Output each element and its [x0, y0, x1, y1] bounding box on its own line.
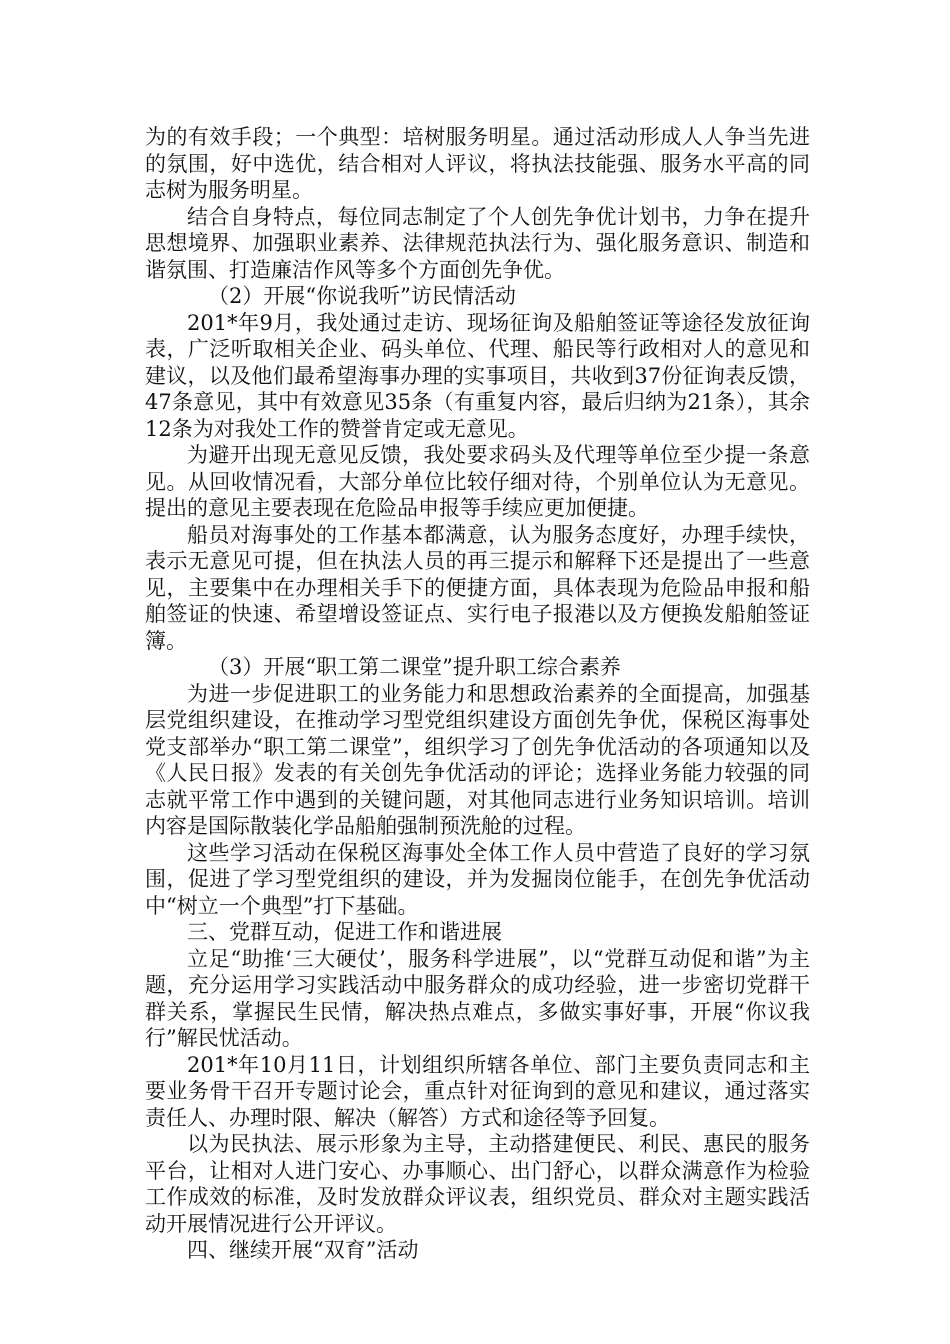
document-body: [145, 124, 810, 1264]
subheading-2: （2）开展“你说我听”访民情活动: [208, 284, 516, 308]
paragraph: 结合自身特点，每位同志制定了个人创先争优计划书，力争在提升思想境界、加强职业素养、法律规范执法行为、强化服务意识、制造和谐氛围、打造廉洁作风等多个方面创先争优。: [145, 204, 810, 282]
paragraph: 为进一步促进职工的业务能力和思想政治素养的全面提高，加强基层党组织建设，在推动学习型党组织建设方面创先争优，保税区海事处党支部举办“职工第二课堂”，组织学习了创先争优活动的各项通知以及《人民日报》发表的有关创先争优活动的评论；选择业务能力较强的同志就平常工作中遇到的关键问题，对其他同志进行业务知识培训。培训内容是国际散装化学品船舶强制预洗舱的过程。: [145, 681, 810, 838]
subheading-3: （3）开展“职工第二课堂”提升职工综合素养: [208, 655, 621, 679]
section-heading-4: 四、继续开展“双育”活动: [187, 1238, 419, 1262]
paragraph: 这些学习活动在保税区海事处全体工作人员中营造了良好的学习氛围，促进了学习型党组织的建设，并为发掘岗位能手，在创先争优活动中“树立一个典型”打下基础。: [145, 840, 810, 918]
section-heading-3: 三、党群互动，促进工作和谐进展: [187, 920, 502, 944]
paragraph: 以为民执法、展示形象为主导，主动搭建便民、利民、惠民的服务平台，让相对人进门安心、办事顺心、出门舒心，以群众满意作为检验工作成效的标准，及时发放群众评议表，组织党员、群众对主题实践活动开展情况进行公开评议。: [145, 1132, 810, 1236]
paragraph: 船员对海事处的工作基本都满意，认为服务态度好，办理手续快，表示无意见可提，但在执法人员的再三提示和解释下还是提出了一些意见，主要集中在办理相关手下的便捷方面，具体表现为危险品申报和船舶签证的快速、希望增设签证点、实行电子报港以及方便换发船舶签证簿。: [145, 522, 810, 653]
paragraph: 201*年10月11日，计划组织所辖各单位、部门主要负责同志和主要业务骨干召开专题讨论会，重点针对征询到的意见和建议，通过落实责任人、办理时限、解决（解答）方式和途径等予回复。: [145, 1052, 810, 1130]
paragraph: 201*年9月，我处通过走访、现场征询及船舶签证等途径发放征询表，广泛听取相关企业、码头单位、代理、船民等行政相对人的意见和建议，以及他们最希望海事办理的实事项目，共收到37份征询表反馈，47条意见，其中有效意见35条（有重复内容，最后归纳为21条），其余12条为对我处工作的赞誉肯定或无意见。: [145, 310, 810, 441]
paragraph: 为避开出现无意见反馈，我处要求码头及代理等单位至少提一条意见。从回收情况看，大部分单位比较仔细对待，个别单位认为无意见。提出的意见主要表现在危险品申报等手续应更加便捷。: [145, 443, 810, 520]
paragraph-continuation: 为的有效手段；一个典型：培树服务明星。通过活动形成人人争当先进的氛围，好中选优，结合相对人评议，将执法技能强、服务水平高的同志树为服务明星。: [145, 125, 810, 202]
paragraph: 立足“助推‘三大硬仗’，服务科学进展”，以“党群互动促和谐”为主题，充分运用学习实践活动中服务群众的成功经验，进一步密切党群干群关系，掌握民生民情，解决热点难点，多做实事好事，开展“你议我行”解民忧活动。: [145, 946, 810, 1050]
